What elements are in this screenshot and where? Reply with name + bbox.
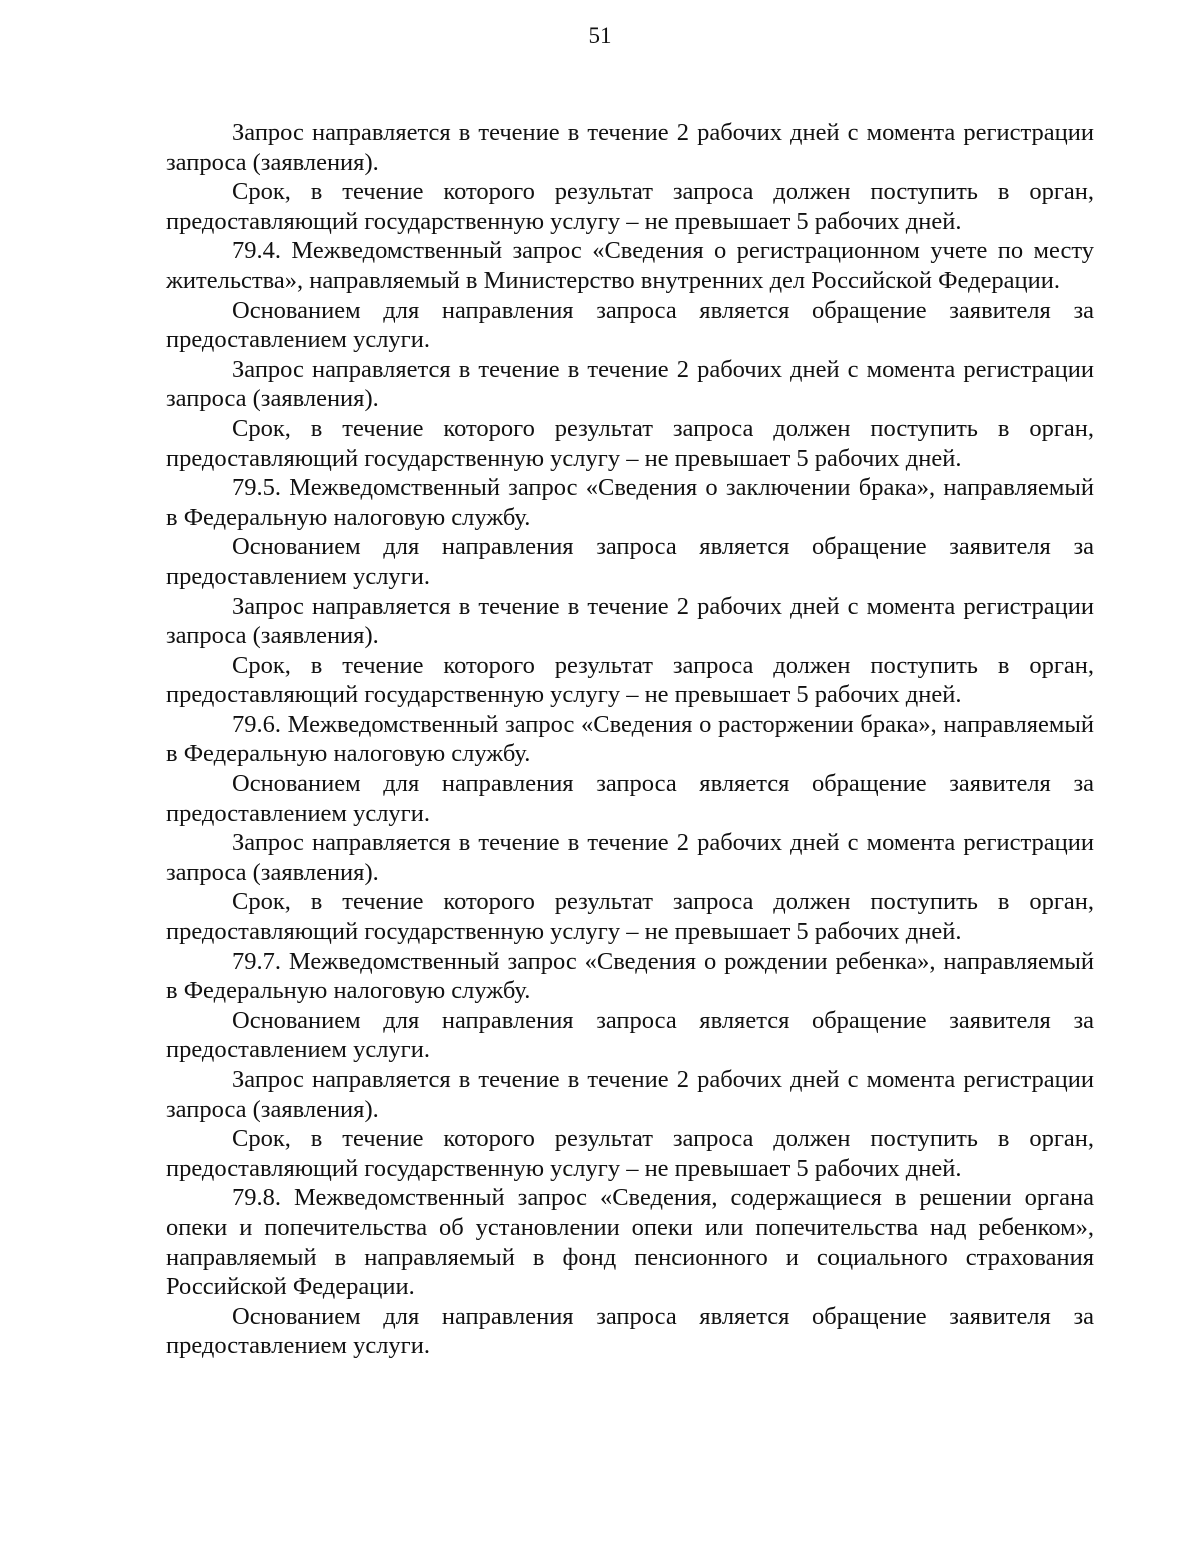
paragraph: Срок, в течение которого результат запроса должен поступить в орган, предоставляющий государственную услугу – не превышает 5 рабочих дней. (166, 888, 1094, 946)
paragraph: Срок, в течение которого результат запроса должен поступить в орган, предоставляющий государственную услугу – не превышает 5 рабочих дней. (166, 651, 1094, 709)
paragraph: Запрос направляется в течение в течение 2 рабочих дней с момента регистрации запроса (заявления). (166, 355, 1094, 413)
paragraph: Запрос направляется в течение в течение 2 рабочих дней с момента регистрации запроса (заявления). (166, 1066, 1094, 1123)
document-body (166, 118, 1094, 1361)
paragraph: 79.8. Межведомственный запрос «Сведения, содержащиеся в решении органа опеки и попечительства об установлении опеки или попечительства над ребенком», направляемый в направляемый в фонд пенсионного и социального страхования Российской Федерации. (166, 1184, 1094, 1301)
paragraph: 79.5. Межведомственный запрос «Сведения о заключении брака», направляемый в Федеральную налоговую службу. (166, 474, 1094, 531)
paragraph: Запрос направляется в течение в течение 2 рабочих дней с момента регистрации запроса (заявления). (166, 829, 1094, 886)
paragraph: Срок, в течение которого результат запроса должен поступить в орган, предоставляющий государственную услугу – не превышает 5 рабочих дней. (166, 414, 1094, 472)
paragraph: Основанием для направления запроса является обращение заявителя за предоставлением услуги. (166, 770, 1094, 827)
paragraph: Запрос направляется в течение в течение 2 рабочих дней с момента регистрации запроса (заявления). (166, 592, 1094, 650)
paragraph: Запрос направляется в течение в течение 2 рабочих дней с момента регистрации запроса (заявления). (166, 119, 1094, 176)
paragraph: Срок, в течение которого результат запроса должен поступить в орган, предоставляющий государственную услугу – не превышает 5 рабочих дней. (166, 1125, 1094, 1182)
page-number: 51 (588, 23, 612, 48)
paragraph: 79.6. Межведомственный запрос «Сведения о расторжении брака», направляемый в Федеральную налоговую службу. (166, 710, 1094, 768)
paragraph: 79.4. Межведомственный запрос «Сведения о регистрационном учете по месту жительства», направляемый в Министерство внутренних дел Российской Федерации. (166, 237, 1094, 294)
paragraph: Основанием для направления запроса является обращение заявителя за предоставлением услуги. (166, 296, 1094, 354)
paragraph: Основанием для направления запроса является обращение заявителя за предоставлением услуги. (166, 1006, 1094, 1064)
paragraph: Основанием для направления запроса является обращение заявителя за предоставлением услуги. (166, 533, 1094, 590)
paragraph: 79.7. Межведомственный запрос «Сведения о рождении ребенка», направляемый в Федеральную налоговую службу. (166, 947, 1094, 1005)
paragraph: Срок, в течение которого результат запроса должен поступить в орган, предоставляющий государственную услугу – не превышает 5 рабочих дней. (166, 178, 1094, 235)
paragraph: Основанием для направления запроса является обращение заявителя за предоставлением услуги. (166, 1302, 1094, 1360)
